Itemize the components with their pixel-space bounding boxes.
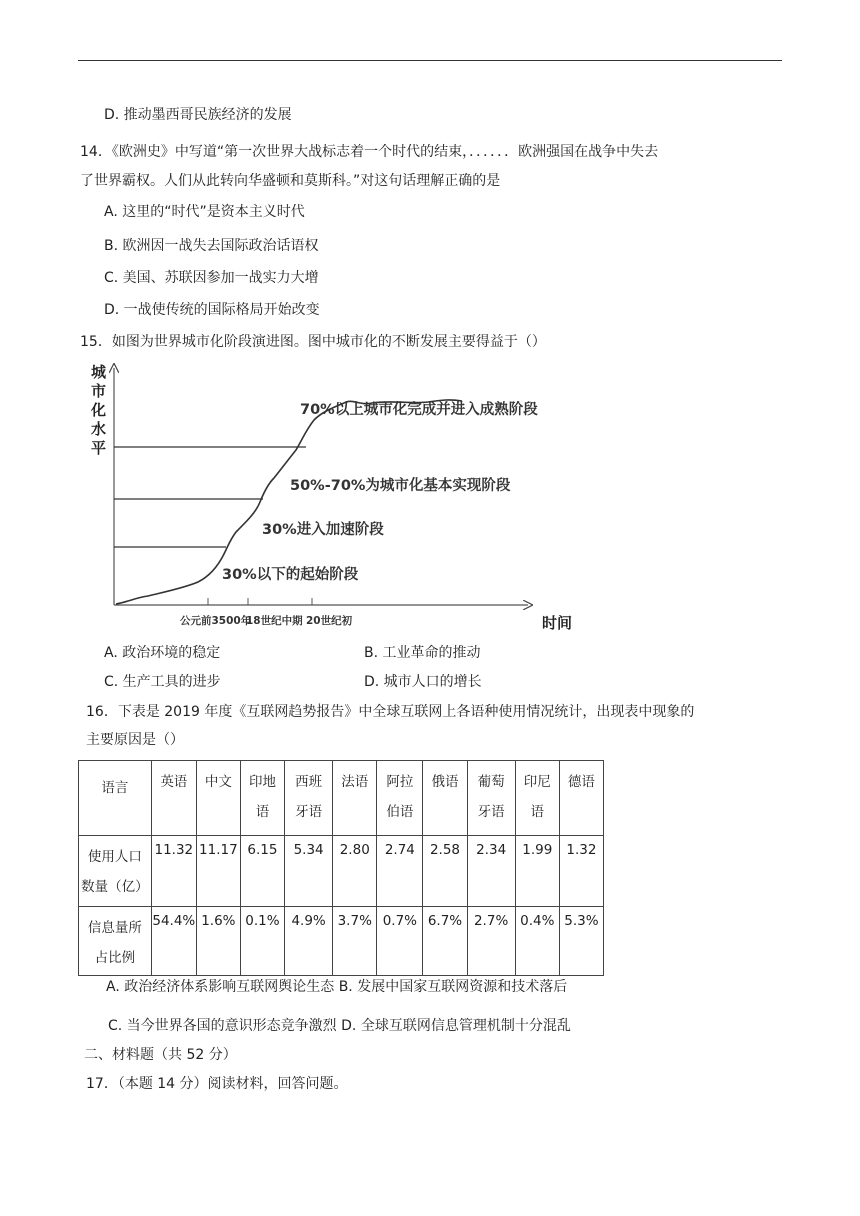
svg-text:城市化水平 [90, 363, 107, 457]
table-row-share [79, 907, 604, 976]
y-axis-label-char: 市 [91, 382, 107, 400]
population-cell: 2.80 [333, 836, 377, 907]
language-usage-table [78, 760, 604, 976]
population-cell: 2.34 [467, 836, 515, 907]
lang-cell: 中文 [196, 761, 240, 836]
stage-label-start: 30%以下的起始阶段 [222, 567, 359, 583]
row-header-population: 使用人口 数量（亿） [79, 836, 152, 907]
header-rule [78, 60, 782, 61]
q15-option-a: A. 政治环境的稳定 [104, 645, 221, 661]
y-axis-label-char: 化 [91, 401, 107, 419]
share-cell: 3.7% [333, 907, 377, 976]
table-row-language [79, 761, 604, 836]
q14-option-b: B. 欧洲因一战失去国际政治话语权 [104, 238, 319, 254]
x-tick-label-3: 20世纪初 [306, 615, 353, 627]
q14-stem-line2: 了世界霸权。人们从此转向华盛顿和莫斯科。”对这句话理解正确的是 [80, 173, 501, 189]
q14-option-d: D. 一战使传统的国际格局开始改变 [104, 302, 320, 318]
population-cell: 5.34 [285, 836, 333, 907]
q16-option-b: B. 发展中国家互联网资源和技术落后 [338, 979, 568, 995]
row-header-share: 信息量所 占比例 [79, 907, 152, 976]
lang-cell: 印地 语 [240, 761, 284, 836]
population-cell: 11.32 [151, 836, 196, 907]
y-axis-label-char: 水 [91, 420, 107, 438]
x-axis-label: 时间 [542, 614, 573, 632]
table-row-population [79, 836, 604, 907]
q15-option-b: B. 工业革命的推动 [364, 645, 481, 661]
lang-cell: 阿拉 伯语 [377, 761, 423, 836]
row-header-language: 语言 [79, 761, 152, 836]
q14-option-c: C. 美国、苏联因参加一战实力大增 [104, 270, 319, 286]
q16-option-c: C. 当今世界各国的意识形态竞争激烈 [108, 1018, 337, 1034]
lang-cell: 西班 牙语 [285, 761, 333, 836]
urbanization-stage-chart [76, 360, 596, 639]
stage-label-mature: 70%以上城市化完成并进入成熟阶段 [300, 402, 538, 418]
q17-stem: 17．（本题 14 分）阅读材料，回答问题。 [86, 1076, 348, 1092]
share-cell: 5.3% [559, 907, 603, 976]
x-tick-label-1: 公元前3500年 [180, 615, 252, 627]
lang-cell: 德语 [559, 761, 603, 836]
q14-option-a: A. 这里的“时代”是资本主义时代 [104, 204, 305, 220]
q15-stem: 15．如图为世界城市化阶段演进图。图中城市化的不断发展主要得益于（） [80, 334, 546, 350]
lang-cell: 俄语 [423, 761, 467, 836]
q16-option-d: D. 全球互联网信息管理机制十分混乱 [341, 1018, 571, 1034]
share-cell: 0.4% [515, 907, 559, 976]
share-cell: 1.6% [196, 907, 240, 976]
stage-label-basic: 50%-70%为城市化基本实现阶段 [290, 478, 511, 494]
share-cell: 54.4% [151, 907, 196, 976]
lang-cell: 英语 [151, 761, 196, 836]
population-cell: 1.32 [559, 836, 603, 907]
population-cell: 2.74 [377, 836, 423, 907]
q13-option-d: D. 推动墨西哥民族经济的发展 [104, 107, 292, 123]
stage-label-accel: 30%进入加速阶段 [262, 522, 384, 538]
q15-option-c: C. 生产工具的进步 [104, 674, 221, 690]
share-cell: 2.7% [467, 907, 515, 976]
population-cell: 11.17 [196, 836, 240, 907]
population-cell: 2.58 [423, 836, 467, 907]
q16-option-a: A. 政治经济体系影响互联网舆论生态 [106, 979, 335, 995]
q16-stem-line1: 16．下表是 2019 年度《互联网趋势报告》中全球互联网上各语种使用情况统计，出现表中现象的 [86, 704, 695, 720]
population-cell: 1.99 [515, 836, 559, 907]
q16-options-row1 [106, 978, 567, 996]
share-cell: 0.1% [240, 907, 284, 976]
y-axis-label-char: 城 [91, 363, 107, 381]
y-axis-label-char: 平 [91, 439, 107, 457]
lang-cell: 印尼 语 [515, 761, 559, 836]
population-cell: 6.15 [240, 836, 284, 907]
q16-stem-line2: 主要原因是（） [86, 732, 184, 748]
q15-option-d: D. 城市人口的增长 [364, 674, 482, 690]
q16-options-row2 [108, 1017, 571, 1035]
share-cell: 0.7% [377, 907, 423, 976]
q14-stem-line1: 14．《欧洲史》中写道“第一次世界大战标志着一个时代的结束，．．．．．．欧洲强国在战争中失去 [80, 144, 659, 160]
x-tick-label-2: 18世纪中期 [246, 615, 303, 627]
y-axis-label [90, 363, 107, 457]
lang-cell: 葡萄 牙语 [467, 761, 515, 836]
section-2-heading: 二、材料题（共 52 分） [84, 1047, 237, 1063]
share-cell: 4.9% [285, 907, 333, 976]
lang-cell: 法语 [333, 761, 377, 836]
share-cell: 6.7% [423, 907, 467, 976]
